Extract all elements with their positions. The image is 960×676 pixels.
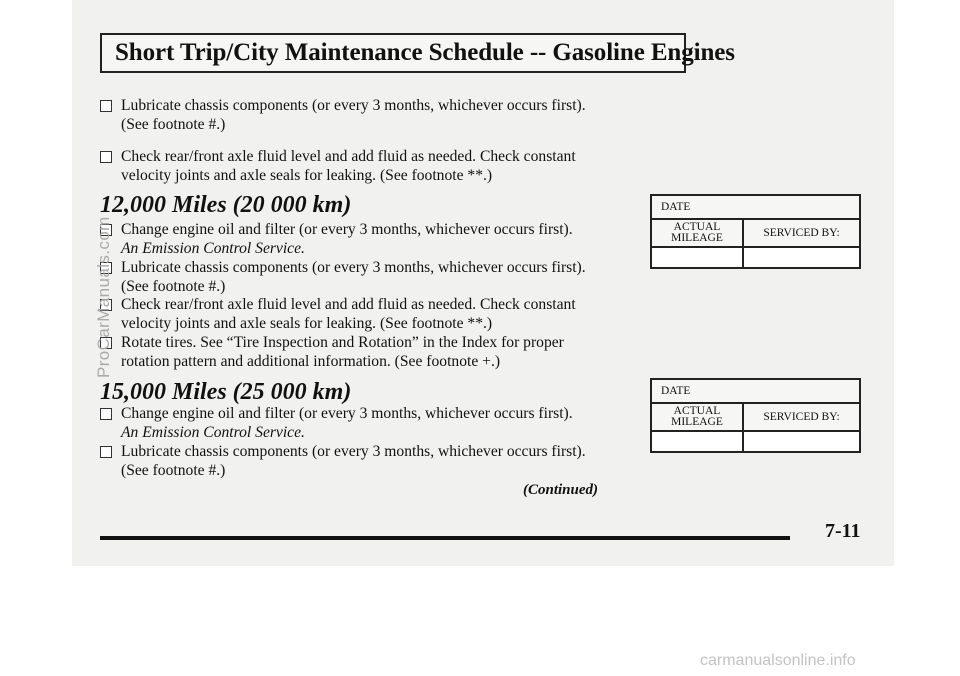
watermark-side: ProCarManuals.com bbox=[94, 216, 113, 378]
checkbox-icon bbox=[100, 100, 112, 112]
section-heading-15000: 15,000 Miles (25 000 km) bbox=[100, 379, 352, 405]
continued-note: (Continued) bbox=[523, 482, 599, 498]
checklist-item bbox=[100, 333, 620, 371]
item-text: Change engine oil and filter (or every 3 months, whichever occurs first). bbox=[121, 221, 573, 238]
mileage-entry-field[interactable] bbox=[651, 247, 743, 268]
item-text-cont: velocity joints and axle seals for leaking. (See footnote **.) bbox=[121, 167, 493, 184]
checklist-item bbox=[100, 442, 620, 480]
item-text: Rotate tires. See “Tire Inspection and Rotation” in the Index for proper bbox=[121, 334, 564, 351]
checklist-item bbox=[100, 147, 620, 185]
checklist-item bbox=[100, 96, 620, 134]
mileage-entry-field[interactable] bbox=[651, 431, 743, 452]
checkbox-icon bbox=[100, 408, 112, 420]
service-record-table bbox=[650, 194, 861, 269]
checkbox-icon bbox=[100, 151, 112, 163]
checkbox-icon bbox=[100, 446, 112, 458]
title-box bbox=[100, 33, 735, 73]
serviced-by-entry-field[interactable] bbox=[743, 431, 860, 452]
footer-rule bbox=[100, 536, 790, 540]
checklist-item bbox=[100, 258, 620, 296]
page-number: 7-11 bbox=[825, 520, 861, 542]
item-text-cont: rotation pattern and additional information. (See footnote +.) bbox=[121, 353, 501, 370]
emission-note: An Emission Control Service. bbox=[121, 424, 305, 441]
serviced-by-entry-field[interactable] bbox=[743, 247, 860, 268]
item-text: Check rear/front axle fluid level and add fluid as needed. Check constant bbox=[121, 296, 576, 313]
item-text: Lubricate chassis components (or every 3 months, whichever occurs first). bbox=[121, 97, 586, 114]
watermark-bottom: carmanualsonline.info bbox=[700, 652, 856, 669]
date-label: DATE bbox=[651, 195, 860, 219]
serviced-by-label: SERVICED BY: bbox=[743, 403, 860, 431]
item-text-cont: (See footnote #.) bbox=[121, 278, 226, 295]
item-text-cont: (See footnote #.) bbox=[121, 116, 226, 133]
item-text: Lubricate chassis components (or every 3 months, whichever occurs first). bbox=[121, 259, 586, 276]
item-text: Change engine oil and filter (or every 3 months, whichever occurs first). bbox=[121, 405, 573, 422]
item-text-cont: (See footnote #.) bbox=[121, 462, 226, 479]
date-label: DATE bbox=[651, 379, 860, 403]
emission-note: An Emission Control Service. bbox=[121, 240, 305, 257]
serviced-by-label: SERVICED BY: bbox=[743, 219, 860, 247]
service-record-table bbox=[650, 378, 861, 453]
checklist-item bbox=[100, 295, 620, 333]
section-heading-12000: 12,000 Miles (20 000 km) bbox=[100, 192, 352, 218]
checklist-item bbox=[100, 220, 620, 258]
checklist-item bbox=[100, 404, 620, 442]
actual-mileage-label: ACTUAL MILEAGE bbox=[651, 219, 743, 247]
page-title: Short Trip/City Maintenance Schedule -- Gasoline Engines bbox=[115, 39, 735, 66]
item-text: Check rear/front axle fluid level and add fluid as needed. Check constant bbox=[121, 148, 576, 165]
actual-mileage-label: ACTUAL MILEAGE bbox=[651, 403, 743, 431]
item-text: Lubricate chassis components (or every 3 months, whichever occurs first). bbox=[121, 443, 586, 460]
item-text-cont: velocity joints and axle seals for leaking. (See footnote **.) bbox=[121, 315, 493, 332]
